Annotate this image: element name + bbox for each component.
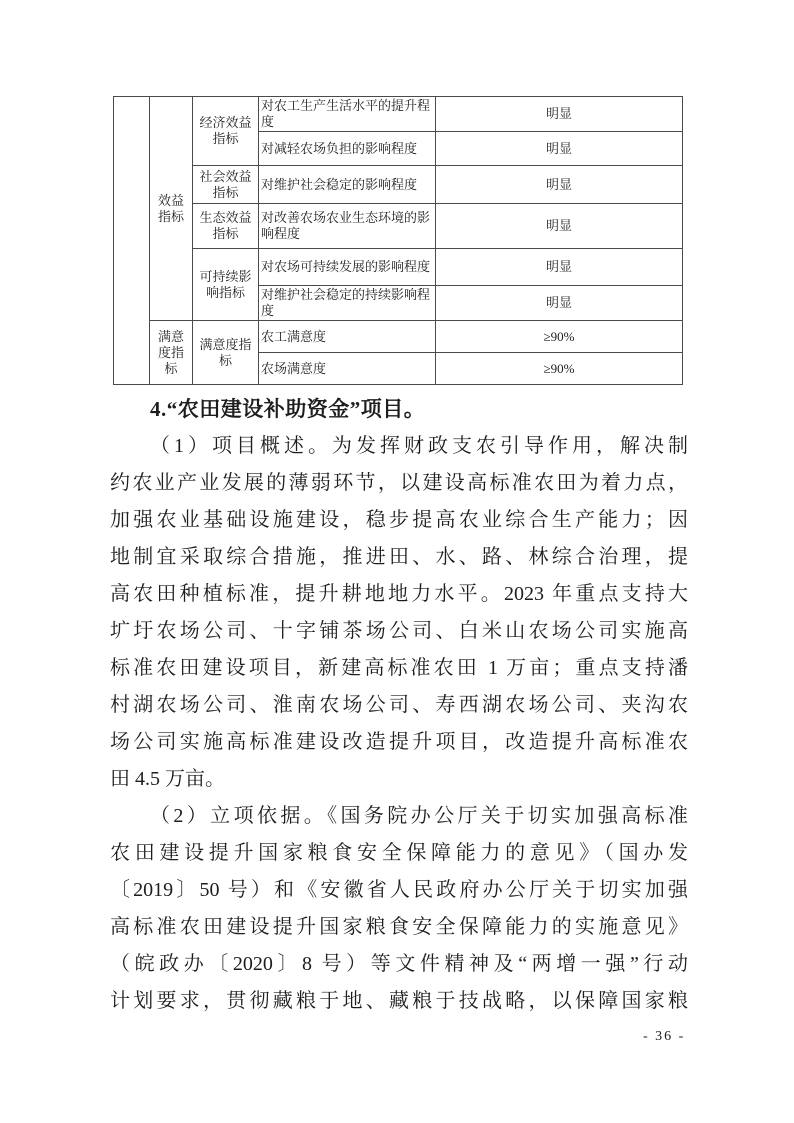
table-cell-continued-empty (114, 97, 150, 385)
table-cell-satisfaction-group: 满意度指标 (150, 321, 193, 385)
paragraph1-line: 田 4.5 万亩。 (110, 768, 225, 790)
table-cell-indicator-value: 明显 (436, 204, 683, 249)
table-cell-economic-label: 经济效益指标 (193, 97, 259, 166)
table-cell-indicator-desc: 农工满意度 (259, 321, 436, 353)
paragraph1-line: 高农田种植标准，提升耕地地力水平。2023 年重点支持大 (110, 583, 688, 605)
paragraph2-line: 〔2019〕50 号）和《安徽省人民政府办公厅关于切实加强 (110, 879, 688, 901)
paragraph2-line: （2）立项依据。《国务院办公厅关于切实加强高标准 (150, 805, 688, 827)
table-cell-indicator-value: ≥90% (436, 353, 683, 385)
table-cell-benefit-group: 效益指标 (150, 97, 193, 321)
table-cell-indicator-value: 明显 (436, 132, 683, 166)
table-cell-indicator-value: 明显 (436, 97, 683, 132)
paragraph1-line: （1）项目概述。为发挥财政支农引导作用，解决制 (150, 435, 688, 457)
page-number: - 36 - (643, 1029, 686, 1044)
table-cell-indicator-value: 明显 (436, 249, 683, 286)
table-cell-indicator-value: 明显 (436, 286, 683, 321)
table-row (114, 249, 683, 286)
paragraph1-line: 标准农田建设项目，新建高标准农田 1 万亩；重点支持潘 (110, 657, 688, 679)
table-cell-sustain-label: 可持续影响指标 (193, 249, 259, 321)
paragraph1-line: 地制宜采取综合措施，推进田、水、路、林综合治理，提 (110, 546, 688, 568)
paragraph1-line: 村湖农场公司、淮南农场公司、寿西湖农场公司、夹沟农 (110, 694, 688, 716)
paragraph2-line: （皖政办〔2020〕8 号）等文件精神及“两增一强”行动 (110, 953, 688, 975)
table-cell-social-label: 社会效益指标 (193, 166, 259, 204)
table-cell-satisfaction-label: 满意度指标 (193, 321, 259, 385)
table-cell-indicator-desc: 对农工生产生活水平的提升程度 (259, 97, 436, 132)
paragraph1-line: 圹圩农场公司、十字铺茶场公司、白米山农场公司实施高 (110, 620, 688, 642)
document-body (110, 390, 688, 1020)
paragraph1-line: 加强农业基础设施建设，稳步提高农业综合生产能力；因 (110, 509, 688, 531)
table-cell-indicator-desc: 农场满意度 (259, 353, 436, 385)
paragraph1-line: 约农业产业发展的薄弱环节，以建设高标准农田为着力点， (110, 472, 688, 494)
table-row (114, 97, 683, 132)
table-cell-indicator-value: ≥90% (436, 321, 683, 353)
paragraph2-line: 高标准农田建设提升国家粮食安全保障能力的实施意见》 (110, 916, 688, 938)
paragraph2-line: 农田建设提升国家粮食安全保障能力的意见》（国办发 (110, 842, 688, 864)
table-row (114, 204, 683, 249)
table-cell-indicator-value: 明显 (436, 166, 683, 204)
table-cell-indicator-desc: 对维护社会稳定的持续影响程度 (259, 286, 436, 321)
paragraph1-line: 场公司实施高标准建设改造提升项目，改造提升高标准农 (110, 731, 688, 753)
paragraph2-line: 计划要求，贯彻藏粮于地、藏粮于技战略，以保障国家粮 (110, 990, 688, 1012)
table-cell-indicator-desc: 对维护社会稳定的影响程度 (259, 166, 436, 204)
section-heading: 4.“农田建设补助资金”项目。 (150, 397, 426, 421)
table-row (114, 166, 683, 204)
evaluation-indicators-table (113, 96, 683, 385)
table-row (114, 321, 683, 353)
table-cell-indicator-desc: 对改善农场农业生态环境的影响程度 (259, 204, 436, 249)
table-cell-indicator-desc: 对减轻农场负担的影响程度 (259, 132, 436, 166)
table-cell-ecological-label: 生态效益指标 (193, 204, 259, 249)
table-cell-indicator-desc: 对农场可持续发展的影响程度 (259, 249, 436, 286)
